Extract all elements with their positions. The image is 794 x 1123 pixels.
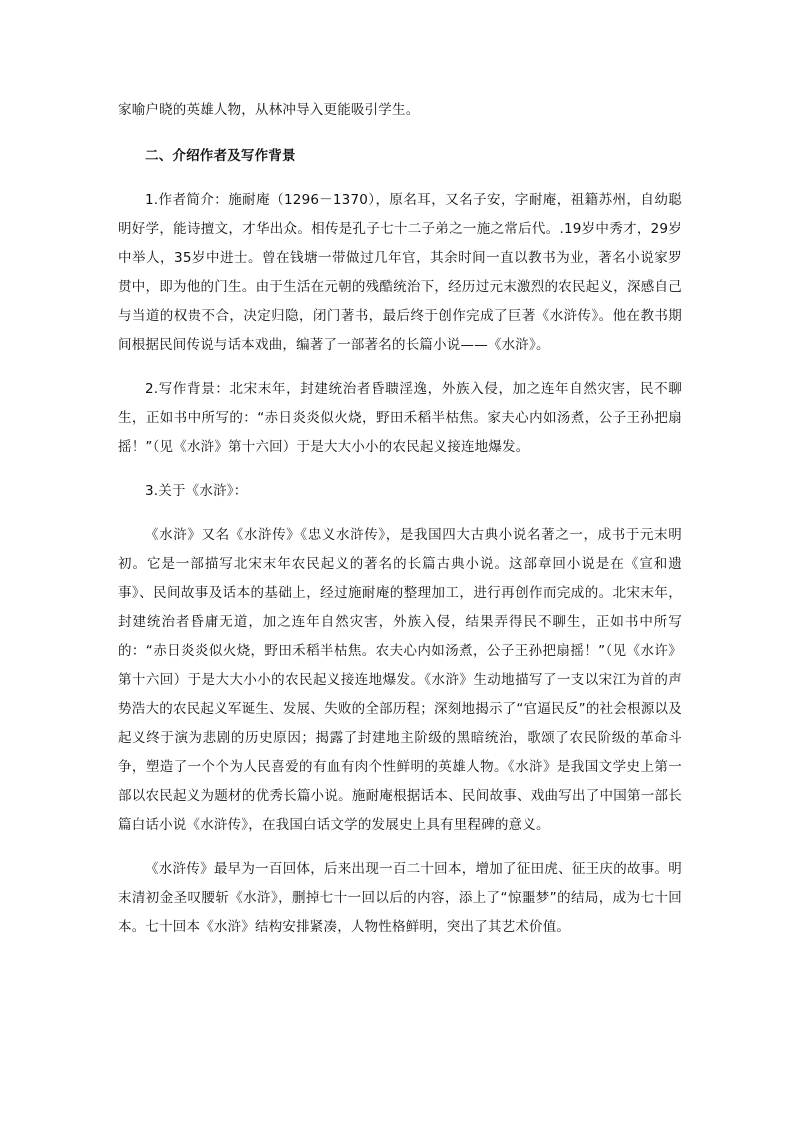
- paragraph-about-shuihu-heading: 3.关于《水浒》：: [145, 483, 248, 499]
- section-heading-author-background: 二、介绍作者及写作背景: [145, 148, 296, 164]
- paragraph-author-intro: 1.作者简介：施耐庵（1296－1370），原名耳，又名子安，字耐庵，祖籍苏州，自幼聪明好学，能诗擅文，才华出众。相传是孔子七十二子弟之一施之常后代。.19岁中秀才，29岁中举人，35岁中进士。曾在钱塘一带做过几年官，其余时间一直以教书为业，著名小说家罗贯中，即为他的门生。由于生活在元朝的残酷统治下，经历过元末激烈的农民起义，深感自己与当道的权贵不合，决定归隐，闭门著书，最后终于创作完成了巨著《水浒传》。他在教书期间根据民间传说与话本戏曲，编著了一部著名的长篇小说——《水浒》。: [118, 192, 682, 353]
- document-body: [118, 96, 682, 942]
- paragraph-intro-continuation: 家喻户晓的英雄人物，从林冲导入更能吸引学生。: [118, 102, 420, 118]
- paragraph-about-shuihu: 《水浒》又名《水浒传》《忠义水浒传》，是我国四大古典小说名著之一，成书于元末明初。它是一部描写北宋末年农民起义的著名的长篇古典小说。这部章回小说是在《宣和遗事》、民间故事及话本的基础上，经过施耐庵的整理加工，进行再创作而完成的。北宋末年，封建统治者昏庸无道，加之连年自然灾害，外族入侵，结果弄得民不聊生，正如书中所写的：“赤日炎炎似火烧，野田禾稻半枯焦。农夫心内如汤煮，公子王孙把扇摇！”（见《水许》第十六回）于是大大小小的农民起义接连地爆发。《水浒》生动地描写了一支以宋江为首的声势浩大的农民起义军诞生、发展、失败的全部历程；深刻地揭示了“官逼民反”的社会根源以及起义终于演为悲剧的历史原因；揭露了封建地主阶级的黑暗统治，歌颂了农民阶级的革命斗争，塑造了一个个为人民喜爱的有血有肉个性鲜明的英雄人物。《水浒》是我国文学史上第一部以农民起义为题材的优秀长篇小说。施耐庵根据话本、民间故事、戏曲写出了中国第一部长篇白话小说《水浒传》，在我国白话文学的发展史上具有里程碑的意义。: [118, 527, 682, 833]
- paragraph-editions: 《水浒传》最早为一百回体，后来出现一百二十回本，增加了征田虎、征王庆的故事。明末清初金圣叹腰斩《水浒》，删掉七十一回以后的内容，添上了“惊噩梦”的结局，成为七十回本。七十回本《水浒》结构安排紧凑，人物性格鲜明，突出了其艺术价值。: [118, 861, 682, 935]
- paragraph-writing-background: 2.写作背景：北宋末年，封建统治者昏聩淫逸，外族入侵，加之连年自然灾害，民不聊生，正如书中所写的：“赤日炎炎似火烧，野田禾稻半枯焦。家夫心内如汤煮，公子王孙把扇摇！”（见《水浒》第十六回）于是大大小小的农民起义接连地爆发。: [118, 381, 682, 455]
